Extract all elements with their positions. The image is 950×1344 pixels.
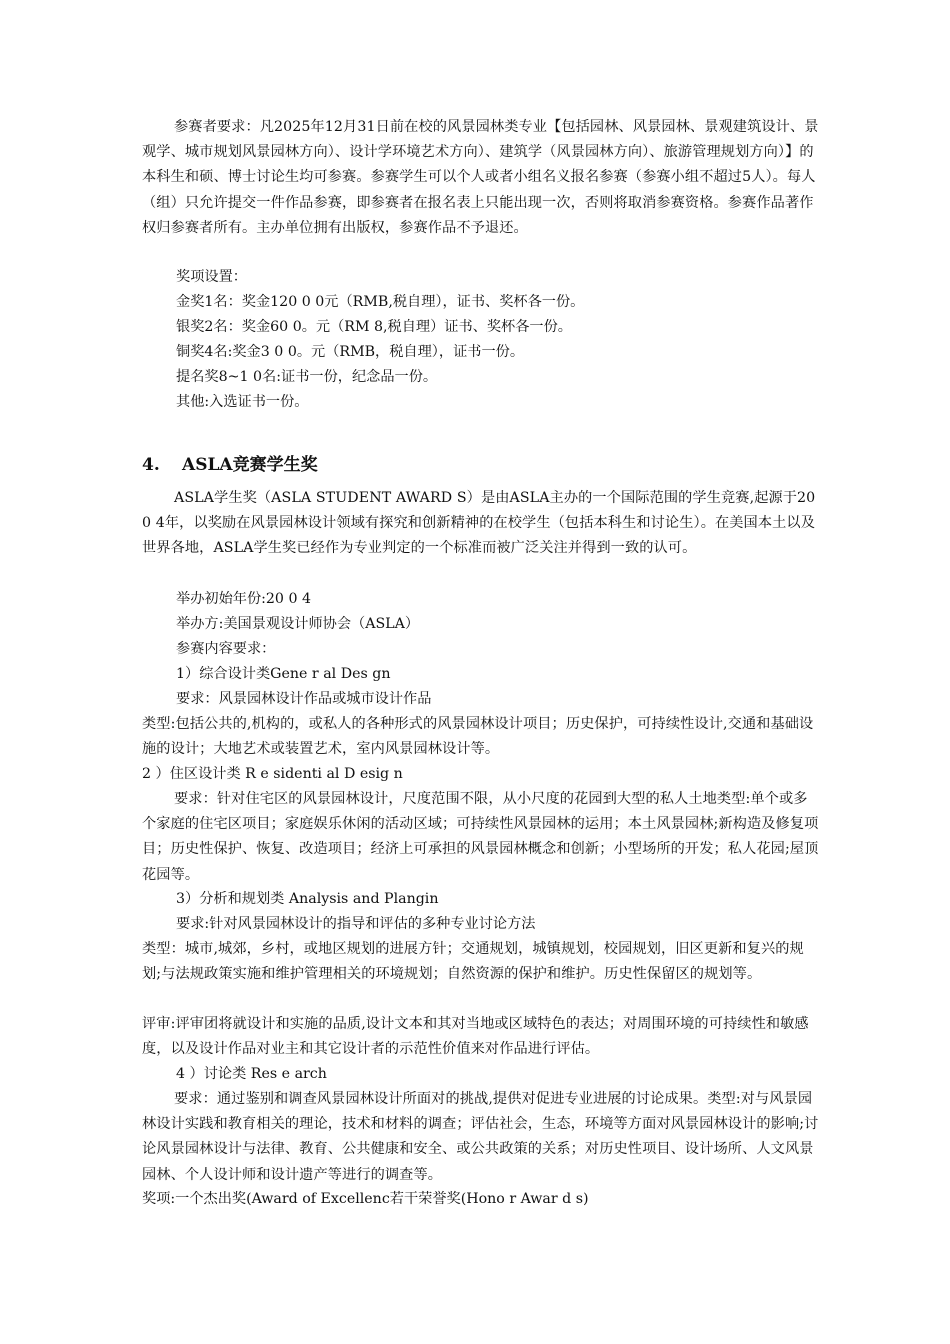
- category-3-type: 类型：城市,城郊，乡村，或地区规划的进展方针；交通规划，城镇规划，校园规划，旧区更新和复兴的规划;与法规政策实施和维护管理相关的环境规划；自然资源的保护和维护。历史性保留区的规划等。: [142, 941, 804, 983]
- award-other: 其他:入选证书一份。: [176, 394, 309, 410]
- asla-intro-paragraph: ASLA学生奖（ASLA STUDENT AWARD S）是由ASLA主办的一个国际范围的学生竞赛,起源于20 0 4年，以奖励在风景园林设计领域有探究和创新精神的在校学生（包括本科生和讨论生）。在美国本土以及世界各地，ASLA学生奖已经作为专业判定的一个标准而被广泛关注并得到一致的认可。: [142, 490, 816, 557]
- content-title: 参赛内容要求：: [176, 641, 276, 657]
- category-4-title: 4 ）讨论类 Res e arch: [176, 1066, 327, 1082]
- category-1-title: 1）综合设计类Gene r al Des gn: [176, 666, 391, 682]
- eligibility-paragraph: 参赛者要求：凡2025年12月31日前在校的风景园林类专业【包括园林、风景园林、景观建筑设计、景观学、城市规划风景园林方向）、设计学环境艺术方向）、建筑学（风景园林方向）、旅游管理规划方向）】的本科生和硕、博士讨论生均可参赛。参赛学生可以个人或者小组名义报名参赛（参赛小组不超过5人）。每人（组）只允许提交一件作品参赛，即参赛者在报名表上只能出现一次，否则将取消参赛资格。参赛作品著作权归参赛者所有。主办单位拥有出版权，参赛作品不予退还。: [142, 119, 819, 236]
- category-2-title: 2 ）住区设计类 R e sidenti al D esig n: [142, 766, 403, 782]
- category-3-requirement: 要求:针对风景园林设计的指导和评估的多种专业讨论方法: [176, 916, 536, 932]
- start-year: 举办初始年份:20 0 4: [176, 591, 312, 607]
- section-title: ASLA竞赛学生奖: [182, 455, 318, 475]
- award-gold: 金奖1名：奖金120 0 0元（RMB,税自理），证书、奖杯各一份。: [176, 294, 585, 310]
- category-3-title: 3）分析和规划类 Analysis and Plangin: [176, 891, 439, 907]
- judging-criteria: 评审:评审团将就设计和实施的品质,设计文本和其对当地或区域特色的表达；对周围环境的可持续性和敏感度，以及设计作品对业主和其它设计者的示范性价值来对作品进行评估。: [142, 1016, 809, 1058]
- category-4-requirement: 要求：通过鉴别和调查风景园林设计所面对的挑战,提供对促进专业进展的讨论成果。类型:对与风景园林设计实践和教育相关的理论，技术和材料的调查；评估社会，生态，环境等方面对风景园林设计的影响;讨论风景园林设计与法律、教育、公共健康和安全、或公共政策的关系；对历史性项目、设计场所、人文风景园林、个人设计师和设计遗产等进行的调查等。: [142, 1091, 819, 1183]
- award-bronze: 铜奖4名:奖金3 0 0。元（RMB，税自理），证书一份。: [176, 344, 525, 360]
- award-silver: 银奖2名：奖金60 0。元（RM 8,税自理）证书、奖杯各一份。: [176, 319, 572, 335]
- section-heading: [142, 452, 318, 478]
- award-nominee: 提名奖8~1 0名:证书一份，纪念品一份。: [176, 369, 438, 385]
- category-2-requirement: 要求：针对住宅区的风景园林设计，尺度范围不限，从小尺度的花园到大型的私人土地类型:单个或多个家庭的住宅区项目；家庭娱乐休闲的活动区域；可持续性风景园林的运用；本土风景园林;新构造及修复项目；历史性保护、恢复、改造项目；经济上可承担的风景园林概念和创新；小型场所的开发；私人花园;屋顶花园等。: [142, 791, 819, 883]
- awards-title: 奖项设置：: [176, 269, 247, 285]
- category-1-requirement: 要求：风景园林设计作品或城市设计作品: [176, 691, 432, 707]
- organizer: 举办方:美国景观设计师协会（ASLA）: [176, 616, 420, 632]
- category-1-type: 类型:包括公共的,机构的，或私人的各种形式的风景园林设计项目；历史保护，可持续性设计,交通和基础设施的设计；大地艺术或装置艺术，室内风景园林设计等。: [142, 716, 814, 758]
- prizes-line: 奖项:一个杰出奖(Award of Excellenc若干荣誉奖(Hono r Awar d s): [142, 1191, 589, 1207]
- section-number: 4.: [142, 455, 160, 475]
